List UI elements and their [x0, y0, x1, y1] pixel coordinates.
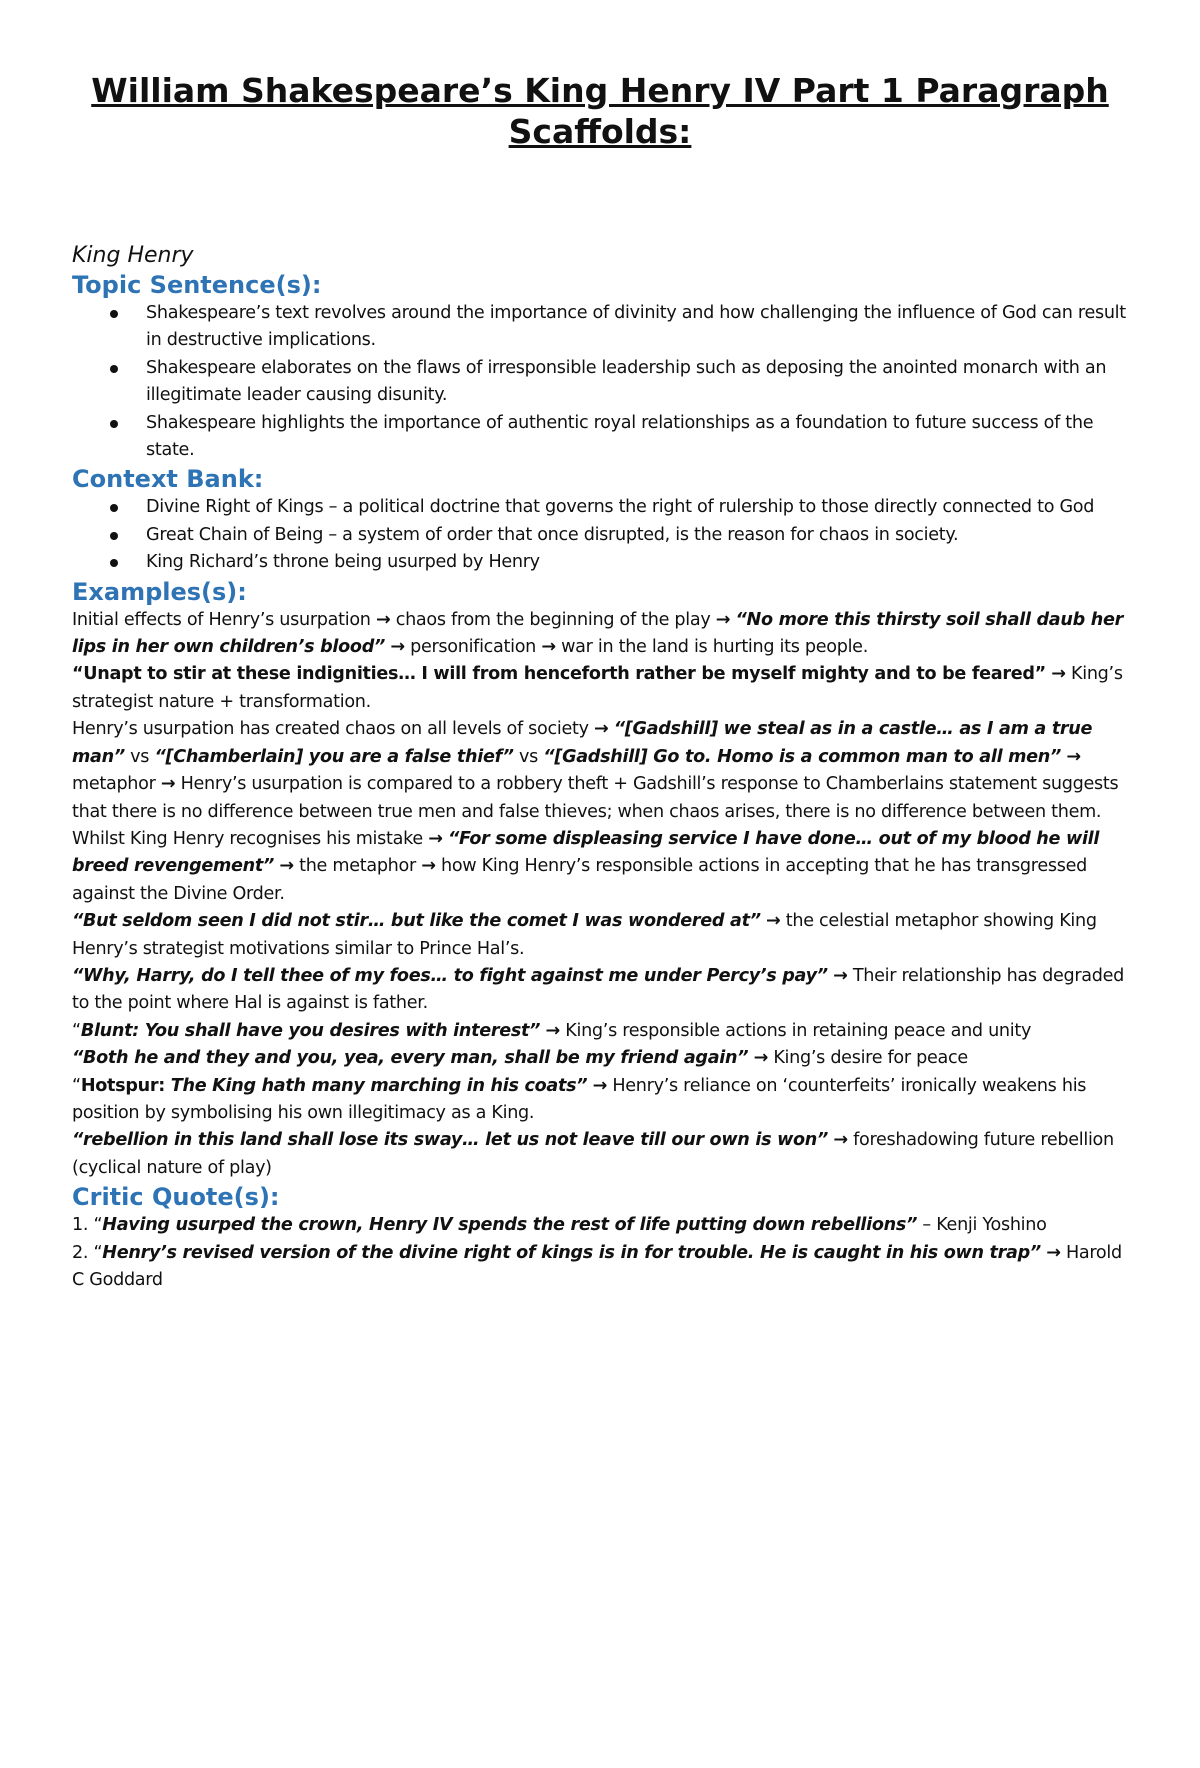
list-item: King Richard’s throne being usurped by Henry	[72, 549, 1128, 576]
example-text: war in the land is hurting its people.	[555, 637, 869, 658]
list-item: Shakespeare elaborates on the flaws of irresponsible leadership such as deposing the anointed monarch with an illegitimate leader causing disunity.	[72, 355, 1128, 410]
critic-number: 2. “	[72, 1242, 103, 1263]
example-quote: “[Gadshill] we steal as in a castle… as I am a true man”	[72, 719, 1093, 767]
document-page	[0, 70, 1200, 1768]
example-text: vs	[124, 746, 155, 767]
example-paragraph	[72, 716, 1128, 826]
examples-list	[72, 607, 1128, 1183]
example-quote: “Both he and they and you, yea, every man, shall be my friend again”	[72, 1048, 749, 1069]
example-quote: “No more this thirsty soil shall daub her lips in her own children’s blood”	[72, 609, 1123, 658]
critic-quote	[72, 1212, 1128, 1239]
arrow-icon: →	[594, 719, 609, 740]
example-text: foreshadowing future rebellion (cyclical nature of play)	[72, 1130, 1114, 1178]
example-text: “	[72, 1075, 81, 1096]
example-quote: “But seldom seen I did not stir… but like the comet I was wondered at”	[72, 911, 761, 932]
topic-sentences-heading: Topic Sentence(s):	[72, 271, 322, 299]
arrow-icon: →	[541, 637, 556, 658]
example-paragraph	[72, 1018, 1128, 1045]
list-item: Great Chain of Being – a system of order that once disrupted, is the reason for chaos in society.	[72, 522, 1128, 549]
document-title	[72, 70, 1128, 152]
example-text: metaphor	[72, 774, 161, 795]
critic-quote	[72, 1240, 1128, 1295]
arrow-icon: →	[833, 965, 848, 986]
example-paragraph	[72, 908, 1128, 963]
arrow-icon: →	[160, 774, 176, 795]
example-paragraph	[72, 963, 1128, 1018]
arrow-icon: →	[279, 856, 294, 877]
example-text: Whilst King Henry recognises his mistake	[72, 828, 429, 849]
subject-label: King Henry	[72, 243, 194, 268]
arrow-icon: →	[1046, 1242, 1061, 1263]
example-quote: “[Gadshill] Go to. Homo is a common man to all men”	[543, 746, 1062, 767]
list-item: Shakespeare highlights the importance of authentic royal relationships as a foundation to future success of the state.	[72, 410, 1128, 465]
arrow-icon: →	[1066, 746, 1081, 767]
context-bank-heading: Context Bank:	[72, 465, 264, 494]
title-line-2: Scaffolds:	[508, 112, 692, 151]
topic-sentences-list	[72, 300, 1128, 464]
example-text: vs	[513, 746, 544, 767]
example-quote: “rebellion in this land shall lose its sway… let us not leave till our own is won”	[72, 1130, 829, 1151]
example-quote: Blunt: You shall have you desires with interest”	[80, 1020, 541, 1041]
example-text: “	[72, 1020, 81, 1041]
arrow-icon: →	[390, 637, 405, 658]
arrow-icon: →	[545, 1020, 560, 1041]
example-text: King’s strategist nature + transformation.	[72, 664, 1123, 712]
title-line-1: William Shakespeare’s King Henry IV Part 1 Paragraph	[91, 71, 1109, 110]
example-paragraph	[72, 1073, 1128, 1128]
example-quote: “Why, Harry, do I tell thee of my foes… to fight against me under Percy’s pay”	[72, 965, 828, 986]
arrow-icon: →	[766, 911, 781, 932]
critic-author: – Kenji Yoshino	[917, 1215, 1047, 1236]
context-bank-list	[72, 494, 1128, 576]
example-text: chaos from the beginning of the play	[390, 609, 716, 630]
example-text: personification	[404, 637, 542, 658]
example-text: Initial effects of Henry’s usurpation	[72, 609, 376, 630]
critic-quote-text: Henry’s revised version of the divine right of kings is in for trouble. He is caught in his own trap”	[102, 1242, 1041, 1263]
arrow-icon: →	[421, 856, 436, 877]
example-quote: “For some displeasing service I have done… out of my blood he will breed revengement”	[72, 828, 1100, 877]
examples-heading: Examples(s):	[72, 577, 247, 606]
critic-quote-text: Having usurped the crown, Henry IV spends the rest of life putting down rebellions”	[102, 1215, 918, 1236]
example-paragraph	[72, 1127, 1128, 1182]
example-quote: “Unapt to stir at these indignities… I will from henceforth rather be myself mighty and to be feared”	[72, 664, 1046, 685]
example-text: Their relationship has degraded to the point where Hal is against is father.	[72, 965, 1125, 1014]
list-item: Shakespeare’s text revolves around the importance of divinity and how challenging the influence of God can result in destructive implications.	[72, 300, 1128, 355]
critic-number: 1. “	[72, 1215, 103, 1236]
arrow-icon: →	[715, 609, 731, 630]
example-paragraph	[72, 607, 1128, 662]
example-text: the metaphor	[293, 856, 422, 877]
example-quote: The King hath many marching in his coats”	[170, 1075, 588, 1096]
arrow-icon: →	[833, 1130, 848, 1151]
example-text: the celestial metaphor showing King Henry’s strategist motivations similar to Prince Hal’s.	[72, 911, 1097, 959]
example-quote: “[Chamberlain] you are a false thief”	[154, 746, 514, 767]
list-item: Divine Right of Kings – a political doctrine that governs the right of rulership to those directly connected to God	[72, 494, 1128, 521]
arrow-icon: →	[753, 1048, 769, 1069]
example-text: Henry’s reliance on ‘counterfeits’ ironically weakens his position by symbolising his own illegitimacy as a King.	[72, 1075, 1087, 1123]
example-text: Henry’s usurpation is compared to a robbery theft + Gadshill’s response to Chamberlains statement suggests that there is no difference between true men and false thieves; when chaos arises, there is no difference between them.	[72, 774, 1119, 822]
example-paragraph	[72, 1045, 1128, 1072]
critic-quotes-heading: Critic Quote(s):	[72, 1183, 280, 1212]
arrow-icon: →	[428, 828, 443, 849]
example-paragraph	[72, 826, 1128, 908]
arrow-icon: →	[1051, 664, 1066, 685]
arrow-icon: →	[592, 1075, 608, 1096]
example-paragraph	[72, 661, 1128, 716]
example-text: King’s responsible actions in retaining peace and unity	[559, 1020, 1032, 1041]
example-text: how King Henry’s responsible actions in accepting that he has transgressed against the Divine Order.	[72, 856, 1087, 904]
critic-author: Harold C Goddard	[72, 1242, 1122, 1290]
arrow-icon: →	[375, 609, 391, 630]
speaker-name: Hotspur:	[80, 1075, 171, 1096]
critic-quotes-list	[72, 1212, 1128, 1294]
example-text: King’s desire for peace	[768, 1048, 968, 1069]
example-text: Henry’s usurpation has created chaos on all levels of society	[72, 719, 594, 740]
